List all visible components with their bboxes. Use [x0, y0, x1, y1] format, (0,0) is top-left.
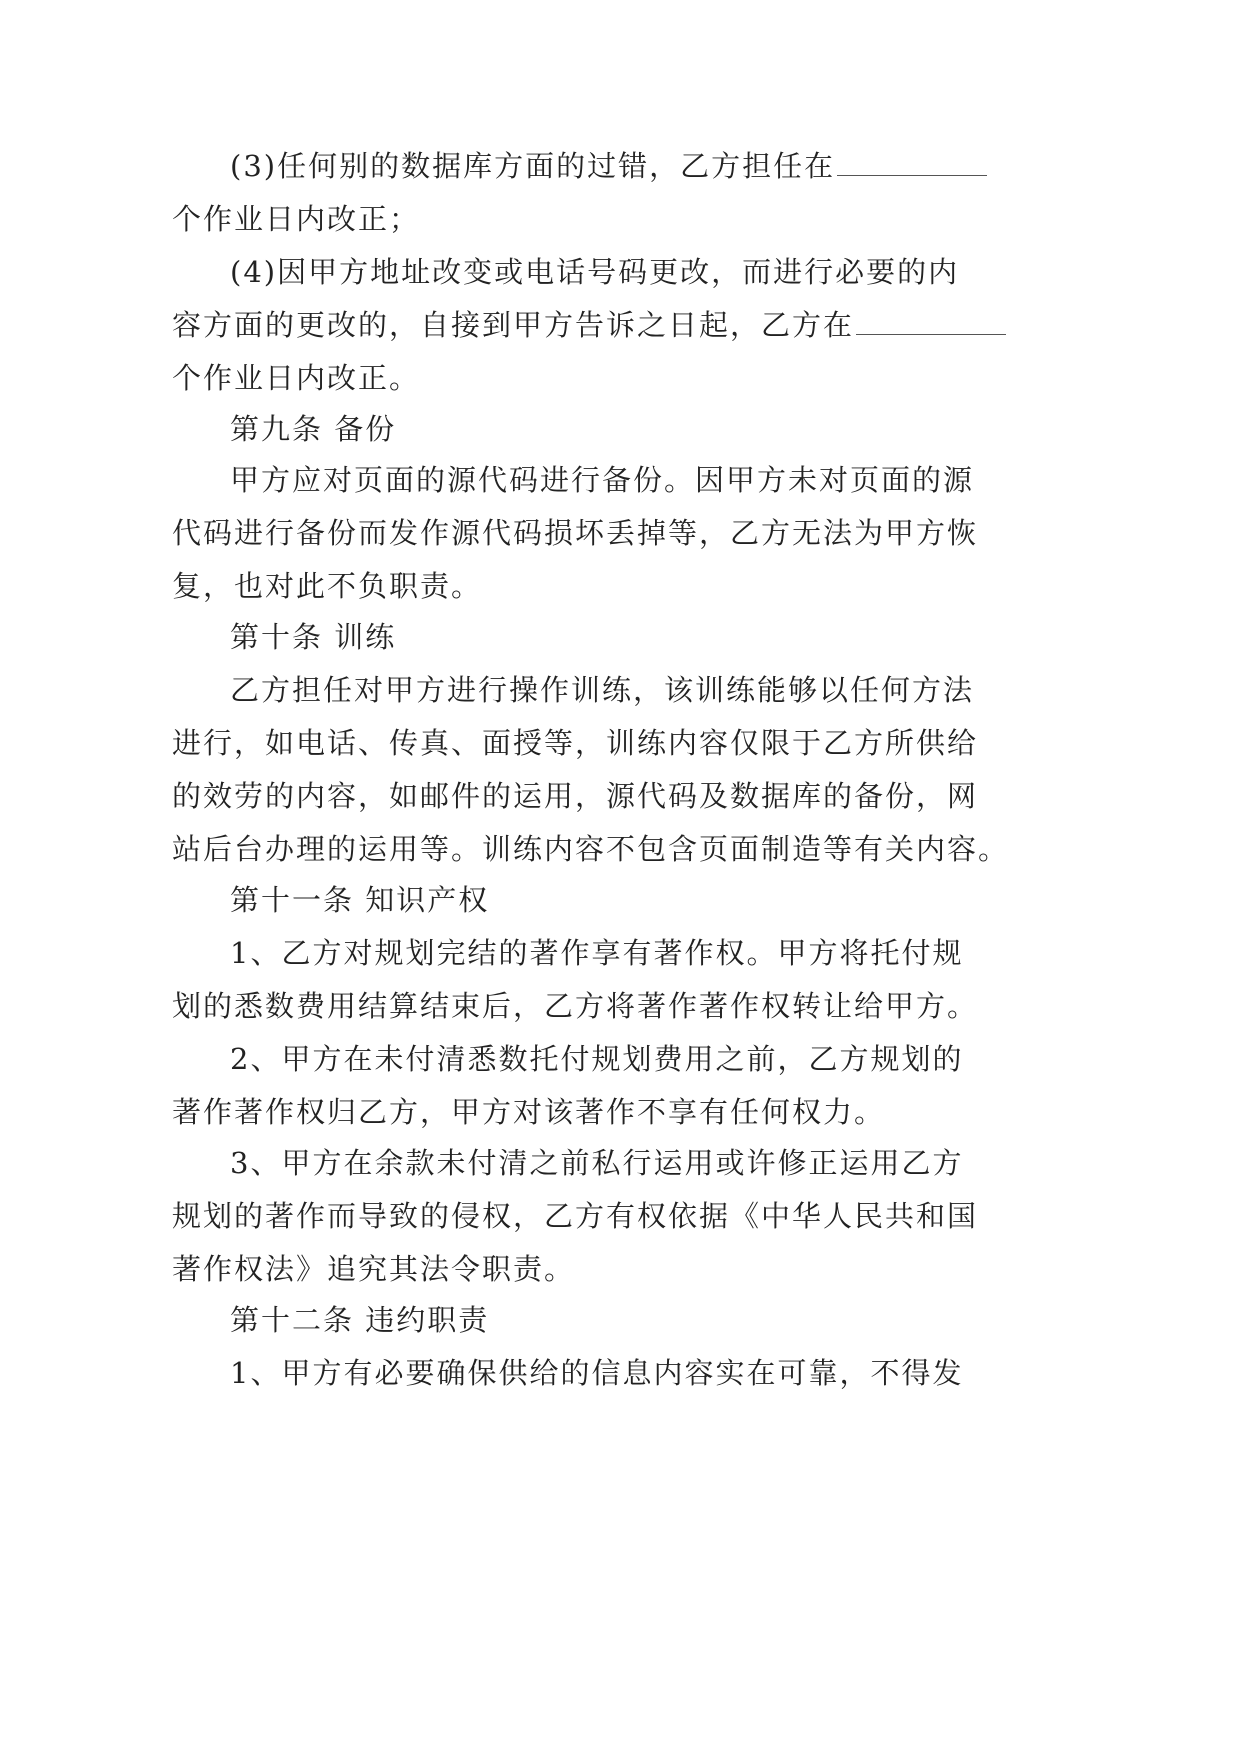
- line-text: 复，也对此不负职责。: [172, 569, 483, 603]
- section-heading: [230, 409, 396, 449]
- line-text: 第十一条 知识产权: [230, 883, 490, 917]
- paragraph-line: [230, 460, 974, 500]
- line-text: 著作著作权归乙方，甲方对该著作不享有任何权力。: [172, 1095, 886, 1129]
- paragraph-line: [230, 1039, 963, 1079]
- paragraph-line: [230, 933, 963, 973]
- line-text: 第九条 备份: [230, 412, 397, 446]
- fill-in-blank: [837, 149, 987, 176]
- paragraph-line: [230, 670, 974, 710]
- line-text: 第十条 训练: [230, 620, 397, 654]
- line-text: 代码进行备份而发作源代码损坏丢掉等，乙方无法为甲方恢: [172, 516, 979, 550]
- line-text: 乙方担任对甲方进行操作训练，该训练能够以任何方法: [230, 673, 975, 707]
- line-text: 站后台办理的运用等。训练内容不包含页面制造等有关内容。: [172, 832, 1010, 866]
- paragraph-line: [172, 776, 978, 816]
- line-text: 甲方应对页面的源代码进行备份。因甲方未对页面的源: [230, 463, 975, 497]
- line-text: 2、甲方在未付清悉数托付规划费用之前，乙方规划的: [230, 1042, 964, 1076]
- line-text: 3、甲方在余款未付清之前私行运用或许修正运用乙方: [230, 1146, 964, 1180]
- fill-in-blank: [856, 308, 1006, 335]
- line-text: 1、乙方对规划完结的著作享有著作权。甲方将托付规: [230, 936, 964, 970]
- paragraph-line: [172, 513, 978, 553]
- line-text: (3)任何别的数据库方面的过错，乙方担任在: [230, 149, 836, 183]
- section-heading: [230, 617, 396, 657]
- paragraph-line: [172, 829, 1009, 869]
- paragraph-line: [172, 358, 420, 398]
- paragraph-line: [172, 199, 420, 239]
- line-text: 规划的著作而导致的侵权，乙方有权依据《中华人民共和国: [172, 1199, 979, 1233]
- line-text: 个作业日内改正。: [172, 361, 421, 395]
- line-text: 1、甲方有必要确保供给的信息内容实在可靠，不得发: [230, 1356, 964, 1390]
- paragraph-line: [172, 723, 978, 763]
- line-text: 进行，如电话、传真、面授等，训练内容仅限于乙方所供给: [172, 726, 979, 760]
- line-text: 容方面的更改的，自接到甲方告诉之日起，乙方在: [172, 308, 855, 342]
- paragraph-line: [230, 252, 959, 292]
- section-heading: [230, 1300, 489, 1340]
- line-text: 个作业日内改正；: [172, 202, 421, 236]
- line-text: 划的悉数费用结算结束后，乙方将著作著作权转让给甲方。: [172, 989, 979, 1023]
- paragraph-line: [172, 305, 1006, 345]
- paragraph-line: [172, 566, 482, 606]
- paragraph-line: [230, 1143, 963, 1183]
- line-text: 第十二条 违约职责: [230, 1303, 490, 1337]
- line-text: 著作权法》追究其法令职责。: [172, 1252, 576, 1286]
- line-text: (4)因甲方地址改变或电话号码更改，而进行必要的内: [230, 255, 960, 289]
- line-text: 的效劳的内容，如邮件的运用，源代码及数据库的备份，网: [172, 779, 979, 813]
- paragraph-line: [230, 1353, 963, 1393]
- paragraph-line: [172, 1196, 978, 1236]
- paragraph-line: [172, 1249, 575, 1289]
- section-heading: [230, 880, 489, 920]
- paragraph-line: [230, 146, 987, 186]
- paragraph-line: [172, 1092, 885, 1132]
- paragraph-line: [172, 986, 978, 1026]
